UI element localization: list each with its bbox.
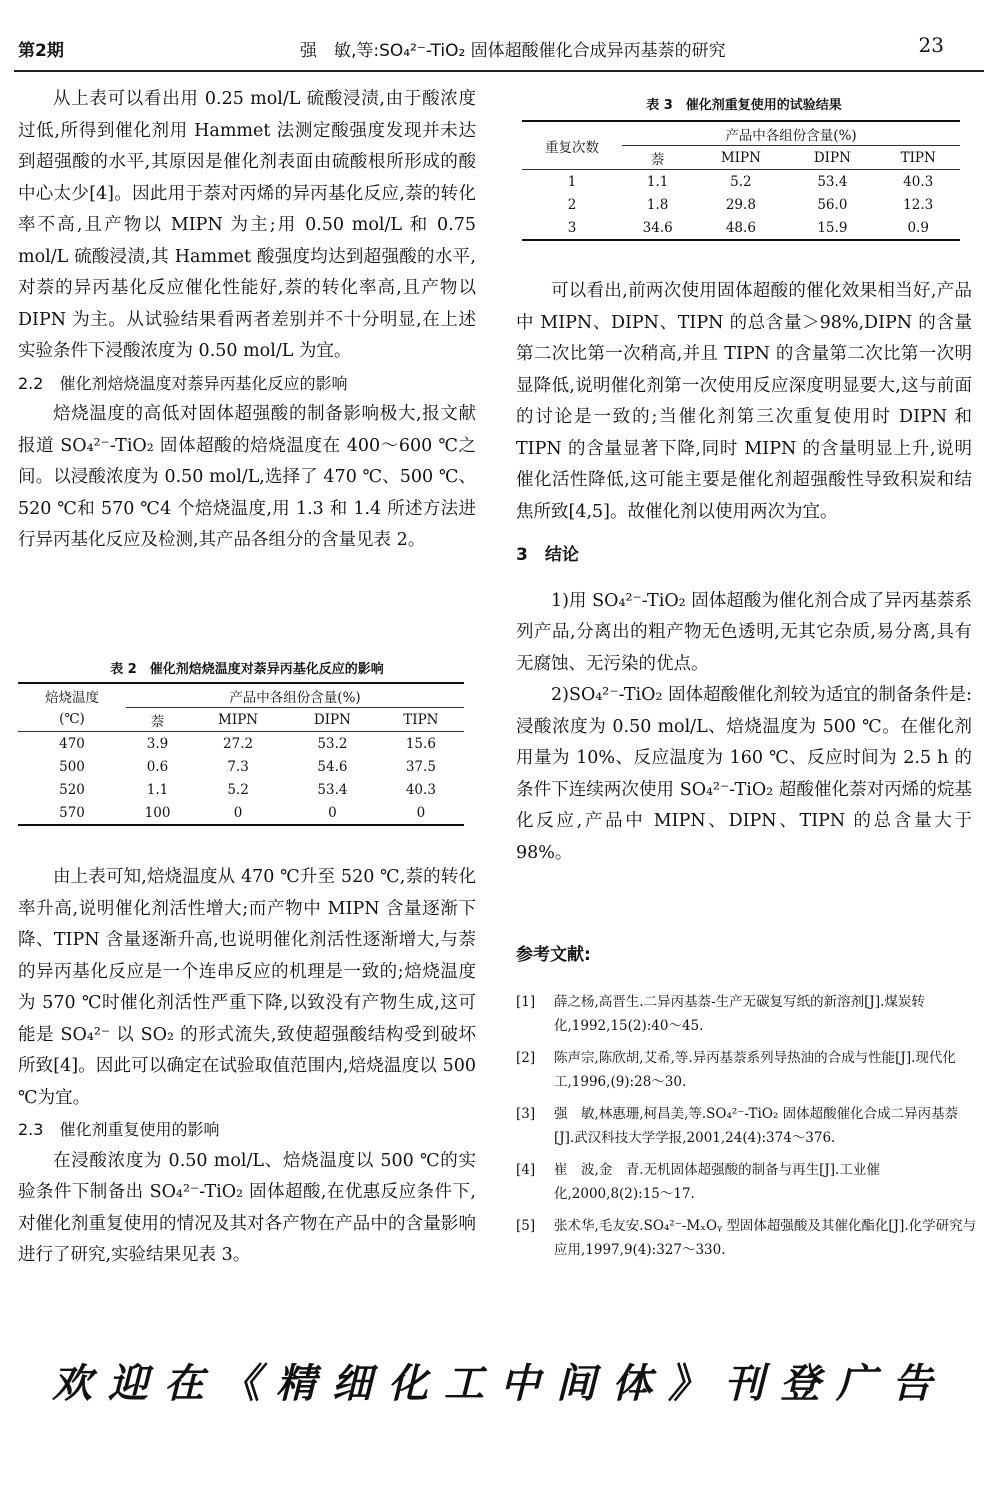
reference-text: 崔 波,金 青.无机固体超强酸的制备与再生[J].工业催化,2000,8(2):15～17.: [554, 1162, 880, 1202]
reference-number: [5]: [516, 1218, 536, 1234]
section-heading-2-3: 2.3 催化剂重复使用的影响: [18, 1120, 220, 1139]
page-number: 23: [918, 33, 944, 57]
table-cell: 500: [59, 758, 85, 775]
table-cell: 0: [287, 801, 378, 825]
table-col-header: 萘: [126, 708, 189, 732]
table-cell: 48.6: [693, 216, 788, 240]
table-cell: 1: [567, 173, 577, 190]
paragraph: 1)用 SO₄²⁻-TiO₂ 固体超酸为催化剂合成了异丙基萘系列产品,分离出的粗产物无色透明,无其它杂质,易分离,具有无腐蚀、无污染的优点。: [516, 590, 972, 674]
table-cell: 100: [126, 801, 189, 825]
table2-caption: 表 2 催化剂焙烧温度对萘异丙基化反应的影响: [110, 662, 384, 677]
table-cell: 0: [378, 801, 464, 825]
table-row: [522, 170, 960, 194]
header-divider: [14, 70, 984, 72]
table-cell: 1.1: [646, 173, 669, 190]
table-row: [522, 193, 960, 216]
reference-text: 薛之杨,高晋生.二异丙基萘-生产无碳复写纸的新溶剂[J].煤炭转化,1992,15(2):40～45.: [554, 994, 925, 1034]
table3: [522, 120, 960, 241]
table-row: [18, 801, 464, 825]
table-group-header: 产品中各组份含量(%): [622, 121, 960, 146]
table-cell: 0.6: [146, 758, 169, 775]
table-cell: 7.3: [227, 758, 249, 775]
table2: [18, 682, 464, 826]
table-cell: 15.6: [405, 735, 436, 752]
paragraph: 可以看出,前两次使用固体超酸的催化效果相当好,产品中 MIPN、DIPN、TIPN 的总含量＞98%,DIPN 的含量第二次比第一次稍高,并且 TIPN 的含量第二次比第一次明显降低,说明催化剂第一次使用反应深度明显要大,这与前面的讨论是一致的;当催化剂第三次重复使用时 DIPN 和 TIPN 的含量显著下降,同时 MIPN 的含量明显上升,说明催化活性降低,这可能主要是催化剂超强酸性导致积炭和结焦所致[4,5]。故催化剂以使用两次为宜。: [516, 281, 972, 522]
table-cell: 570: [18, 801, 126, 825]
right-column: [516, 276, 972, 869]
reference-item: [516, 1102, 978, 1150]
table-col-header: DIPN: [287, 708, 378, 732]
reference-number: [4]: [516, 1162, 536, 1178]
left-column-lower: [18, 862, 476, 1272]
table-row: [18, 732, 464, 756]
table-cell: 5.2: [227, 781, 249, 798]
table-col-header: MIPN: [189, 708, 287, 732]
section-heading-3: 3 结论: [516, 545, 579, 565]
table-col-header: MIPN: [693, 146, 788, 170]
reference-number: [1]: [516, 994, 536, 1010]
paragraph: 从上表可以看出用 0.25 mol/L 硫酸浸渍,由于酸浓度过低,所得到催化剂用 Hammet 法测定酸强度发现并未达到超强酸的水平,其原因是催化剂表面由硫酸根所形成的酸中心太少[4]。因此用于萘对丙烯的异丙基化反应,萘的转化率不高,且产物以 MIPN 为主;用 0.50 mol/L 和 0.75 mol/L 硫酸浸渍,其 Hammet 酸强度均达到超强酸的水平,对萘的异丙基化反应催化性能好,萘的转化率高,且产物以 DIPN 为主。从试验结果看两者差别并不十分明显,在上述实验条件下浸酸浓度为 0.50 mol/L 为宜。: [18, 89, 476, 361]
table-cell: 5.2: [730, 173, 752, 190]
references-title: 参考文献:: [516, 945, 591, 965]
table-row: [18, 755, 464, 778]
reference-item: [516, 1214, 978, 1262]
table-cell: 3: [522, 216, 622, 240]
reference-number: [2]: [516, 1050, 536, 1066]
advertisement-banner: 欢迎在《精细化工中间体》刊登广告: [52, 1360, 948, 1407]
table-header: 焙烧温度: [18, 683, 126, 708]
table-cell: 40.3: [903, 173, 934, 190]
table-cell: 2: [567, 196, 577, 213]
table-cell: 470: [59, 735, 85, 752]
table-col-header: DIPN: [788, 146, 876, 170]
table-cell: 37.5: [405, 758, 436, 775]
table-cell: 1.1: [146, 781, 169, 798]
table-header: 重复次数: [522, 121, 622, 170]
paragraph: 在浸酸浓度为 0.50 mol/L、焙烧温度以 500 ℃的实验条件下制备出 SO₄²⁻-TiO₂ 固体超酸,在优惠反应条件下,对催化剂重复使用的情况及其对各产物在产品中的含量影响进行了研究,实验结果见表 3。: [18, 1150, 476, 1265]
table-cell: 53.4: [817, 173, 848, 190]
table3-caption: 表 3 催化剂重复使用的试验结果: [646, 98, 842, 113]
paragraph: 由上表可知,焙烧温度从 470 ℃升至 520 ℃,萘的转化率升高,说明催化剂活性增大;而产物中 MIPN 含量逐渐下降、TIPN 含量逐渐升高,也说明催化剂活性逐渐增大,与萘的异丙基化反应是一个连串反应的机理是一致的;焙烧温度为 570 ℃时催化剂活性严重下降,以致没有产物生成,这可能是 SO₄²⁻ 以 SO₂ 的形式流失,致使超强酸结构受到破坏所致[4]。因此可以确定在试验取值范围内,焙烧温度以 500 ℃为宜。: [18, 867, 476, 1108]
table-cell: 53.2: [317, 735, 348, 752]
reference-number: [3]: [516, 1106, 536, 1122]
table-row: [522, 216, 960, 240]
left-column: [18, 84, 476, 557]
reference-text: 张术华,毛友安.SO₄²⁻-MₓOᵧ 型固体超强酸及其催化酯化[J].化学研究与应用,1997,9(4):327～330.: [554, 1218, 977, 1258]
table-cell: 3.9: [146, 735, 169, 752]
table-col-header: TIPN: [876, 146, 960, 170]
table-cell: 15.9: [788, 216, 876, 240]
table-cell: 56.0: [817, 196, 848, 213]
table-cell: 0: [189, 801, 287, 825]
table-cell: 54.6: [317, 758, 348, 775]
table-cell: 12.3: [903, 196, 934, 213]
reference-text: 强 敏,林惠珊,柯昌美,等.SO₄²⁻-TiO₂ 固体超酸催化合成二异丙基萘[J].武汉科技大学学报,2001,24(4):374～376.: [554, 1106, 959, 1146]
table-col-header: 萘: [622, 146, 693, 170]
paragraph: 2)SO₄²⁻-TiO₂ 固体超酸催化剂较为适宜的制备条件是:浸酸浓度为 0.50 mol/L、焙烧温度为 500 ℃。在催化剂用量为 10%、反应温度为 160 ℃、反应时间为 2.5 h 的条件下连续两次使用 SO₄²⁻-TiO₂ 超酸催化萘对丙烯的烷基化反应,产品中 MIPN、DIPN、TIPN 的总含量大于 98%。: [516, 685, 972, 863]
table-group-header: 产品中各组份含量(%): [126, 683, 464, 708]
section-heading-2-2: 2.2 催化剂焙烧温度对萘异丙基化反应的影响: [18, 373, 348, 393]
references-list: [516, 990, 978, 1270]
reference-item: [516, 990, 978, 1038]
page-header: [0, 28, 1000, 68]
table-cell: 40.3: [405, 781, 436, 798]
table-cell: 1.8: [646, 196, 669, 213]
table-cell: 34.6: [622, 216, 693, 240]
reference-text: 陈声宗,陈欣胡,艾希,等.异丙基萘系列导热油的合成与性能[J].现代化工,1996,(9):28～30.: [554, 1050, 956, 1090]
running-title: 强 敏,等:SO₄²⁻-TiO₂ 固体超酸催化合成异丙基萘的研究: [300, 41, 726, 61]
table-header: (℃): [18, 708, 126, 732]
table-cell: 53.4: [317, 781, 348, 798]
table-row: [18, 778, 464, 801]
paragraph: 焙烧温度的高低对固体超强酸的制备影响极大,报文献报道 SO₄²⁻-TiO₂ 固体超酸的焙烧温度在 400～600 ℃之间。以浸酸浓度为 0.50 mol/L,选择了 470 ℃、500 ℃、520 ℃和 570 ℃4 个焙烧温度,用 1.3 和 1.4 所述方法进行异丙基化反应及检测,其产品各组分的含量见表 2。: [18, 404, 476, 550]
table-cell: 27.2: [223, 735, 254, 752]
issue-label: 第2期: [18, 41, 64, 61]
reference-item: [516, 1046, 978, 1094]
table-cell: 29.8: [725, 196, 756, 213]
table-cell: 520: [59, 781, 85, 798]
table-col-header: TIPN: [378, 708, 464, 732]
reference-item: [516, 1158, 978, 1206]
table-cell: 0.9: [876, 216, 960, 240]
